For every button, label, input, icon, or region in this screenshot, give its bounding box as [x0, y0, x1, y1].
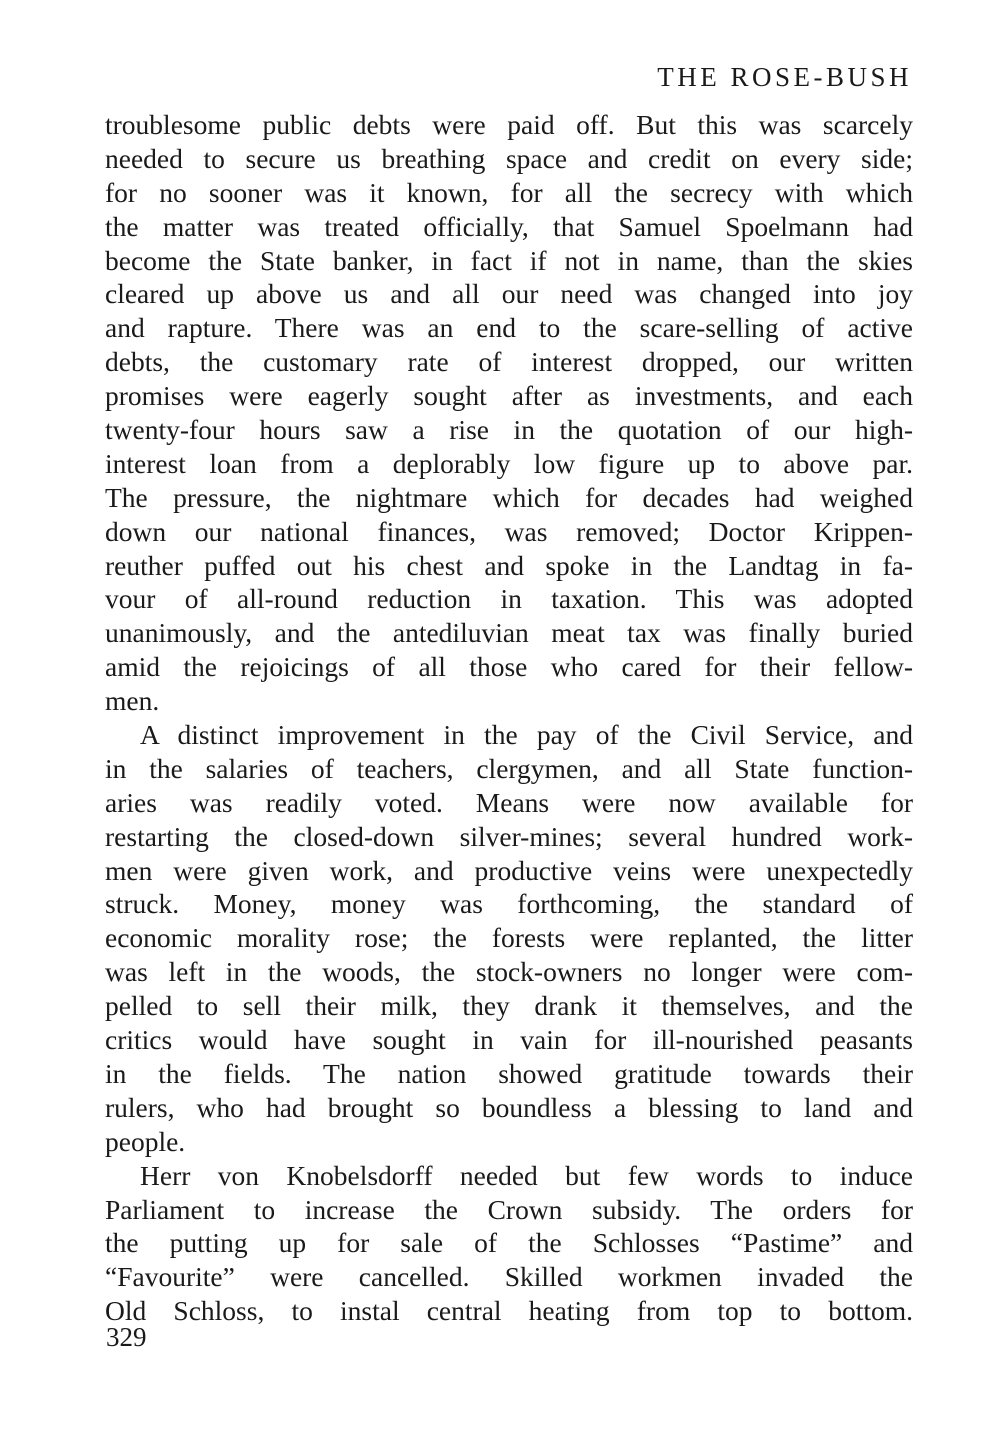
paragraph-1: [105, 108, 913, 718]
text-line: pelled to sell their milk, they drank it themselves, and the: [105, 990, 913, 1022]
text-line: was left in the woods, the stock-owners no longer were com-: [105, 956, 913, 988]
text-line: “Favourite” were cancelled. Skilled workmen invaded the: [105, 1261, 913, 1293]
text-line: twenty-four hours saw a rise in the quotation of our high-: [105, 414, 913, 446]
text-line: rulers, who had brought so boundless a blessing to land and: [105, 1091, 913, 1123]
text-line: debts, the customary rate of interest dropped, our written: [105, 346, 913, 378]
running-head: THE ROSE-BUSH: [657, 62, 912, 92]
text-line: needed to secure us breathing space and credit on every side;: [105, 142, 913, 174]
text-line: in the salaries of teachers, clergymen, and all State function-: [105, 752, 913, 784]
text-line: amid the rejoicings of all those who cared for their fellow-: [105, 651, 913, 683]
body-text: [105, 108, 913, 1328]
text-line: The pressure, the nightmare which for decades had weighed: [105, 481, 913, 513]
page-number: 329: [106, 1322, 147, 1352]
text-line: reuther puffed out his chest and spoke in the Landtag in fa-: [105, 549, 913, 581]
text-line: troublesome public debts were paid off. But this was scarcely: [105, 109, 913, 140]
text-line: for no sooner was it known, for all the secrecy with which: [105, 176, 913, 208]
paragraph-3: [105, 1159, 913, 1328]
text-line: unanimously, and the antediluvian meat tax was finally buried: [105, 617, 913, 649]
text-line: vour of all-round reduction in taxation. This was adopted: [105, 583, 913, 615]
text-line: restarting the closed-down silver-mines; several hundred work-: [105, 820, 913, 852]
text-line: aries was readily voted. Means were now available for: [105, 786, 913, 818]
text-line: down our national finances, was removed; Doctor Krippen-: [105, 515, 913, 547]
text-line: become the State banker, in fact if not in name, than the skies: [105, 244, 913, 276]
text-line: Old Schloss, to instal central heating from top to bottom.: [105, 1295, 913, 1327]
text-line: Parliament to increase the Crown subsidy. The orders for: [105, 1193, 913, 1225]
text-line: the matter was treated officially, that Samuel Spoelmann had: [105, 210, 913, 242]
text-line: and rapture. There was an end to the scare-selling of active: [105, 312, 913, 344]
text-line: A distinct improvement in the pay of the Civil Service, and: [140, 719, 913, 751]
text-line: people.: [105, 1125, 186, 1157]
text-line: Herr von Knobelsdorff needed but few words to induce: [140, 1159, 913, 1191]
text-line: men.: [105, 685, 160, 717]
text-line: men were given work, and productive veins were unexpectedly: [105, 854, 913, 886]
text-line: interest loan from a deplorably low figure up to above par.: [105, 447, 913, 479]
paragraph-2: [105, 718, 913, 1159]
text-line: promises were eagerly sought after as investments, and each: [105, 380, 913, 412]
text-line: struck. Money, money was forthcoming, the standard of: [105, 888, 913, 920]
text-line: critics would have sought in vain for ill-nourished peasants: [105, 1024, 913, 1056]
text-line: the putting up for sale of the Schlosses “Pastime” and: [105, 1227, 913, 1259]
text-line: cleared up above us and all our need was changed into joy: [105, 278, 913, 310]
text-line: in the fields. The nation showed gratitude towards their: [105, 1057, 913, 1089]
text-line: economic morality rose; the forests were replanted, the litter: [105, 922, 913, 954]
